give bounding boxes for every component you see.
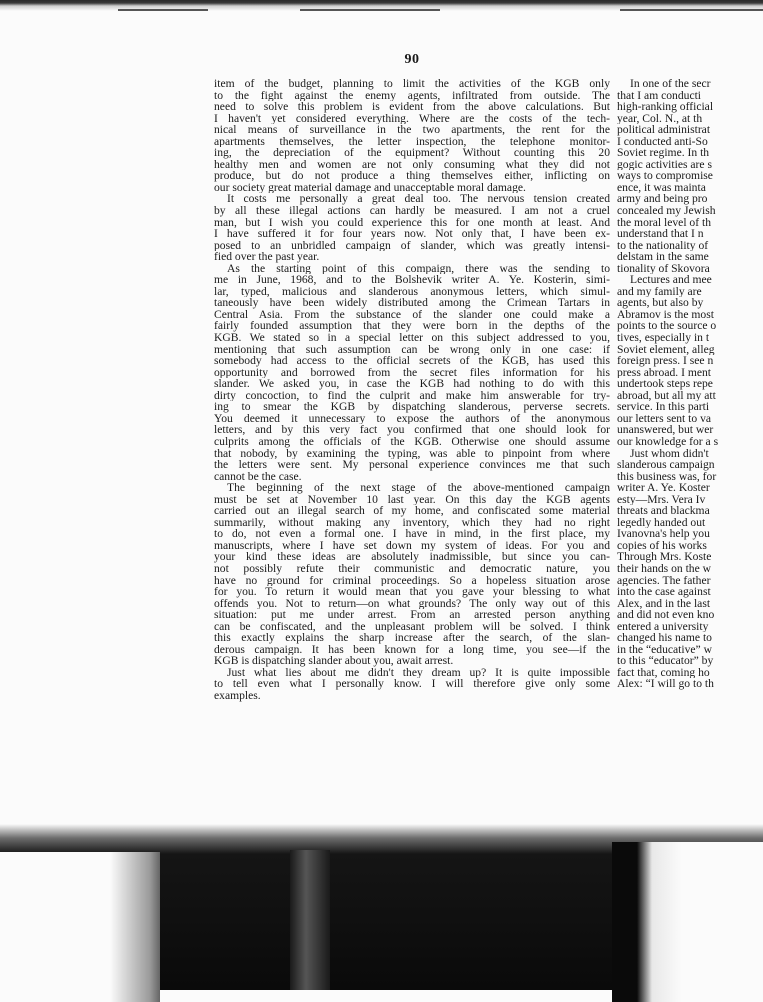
text-line: army and being pro [617, 193, 708, 206]
scan-artifact [620, 9, 763, 11]
text-line: into the case against [617, 586, 711, 598]
text-line: You deemed it unnecessary to expose the authors of the anonymous [214, 412, 610, 425]
text-line: KGB. We stated so in a special letter on this subject addressed to you, [214, 332, 610, 344]
text-line: abroad, but all my att [617, 389, 716, 402]
text-line: points to the source o [617, 320, 717, 333]
text-line: somebody had access to the official secrets of the KGB, has used this [214, 355, 610, 367]
text-line: to the fight against the enemy agents, infiltrated from outside. The [214, 89, 610, 102]
text-line: It costs me personally a great deal too. The nervous tension created [227, 193, 610, 206]
text-line: man, but I wish you could experience this for one month at least. And [214, 216, 610, 229]
text-line: for you. To return it would mean that you gave your blessing to what [214, 586, 610, 598]
text-line: In one of the secr [630, 78, 711, 90]
text-line: Central Asia. From the substance of the slander one could make a [214, 308, 610, 321]
text-line: Just whom didn't [630, 447, 709, 460]
text-line: summarily, without making any inventory, which they had no right [214, 516, 610, 529]
text-line: to the nationality of [617, 239, 709, 252]
text-line: I have suffered it for four years now. Not only that, I have been ex- [214, 228, 610, 240]
text-line: this exactly explains the sharp increase after the search, of the slan- [214, 632, 610, 644]
text-line: changed his name to [617, 632, 712, 644]
text-line: fairly founded assumption that they were born in the depths of the [214, 320, 610, 333]
scan-artifact [118, 9, 208, 11]
text-line: esty—Mrs. Vera Iv [617, 493, 706, 506]
text-line: me in June, 1968, and to the Bolshevik writer A. Ye. Kosterin, simi- [214, 274, 610, 286]
text-line: and did not even kno [617, 609, 715, 621]
text-line: apartments themselves, the letter inspection, the telephone monitor- [214, 135, 610, 148]
text-line: must be set at November 10 last year. On this day the KGB agents [214, 493, 610, 506]
text-line: opportunity and borrowed from the secret files information for his [214, 366, 610, 379]
text-line: in the “educative” w [617, 643, 712, 656]
text-line: offends you. Not to return—on what grounds? The only way out of this [214, 597, 610, 610]
text-line: undertook steps repe [617, 378, 713, 390]
text-line: I haven't yet considered everything. Where are the costs of the tech- [214, 112, 610, 125]
left-text-column [214, 78, 610, 702]
scan-artifact [0, 852, 160, 1002]
scan-artifact [300, 9, 440, 11]
text-line: Through Mrs. Koste [617, 551, 712, 563]
scan-dark-margin [0, 812, 763, 990]
text-line: to this “educator” by [617, 655, 714, 667]
text-line: foreign press. I see n [617, 355, 714, 367]
text-line: ing to smear the KGB by dispatching slanderous, perverse secrets. [214, 401, 610, 413]
text-line: letters, and by this very fact you confirmed that one should look for [214, 424, 610, 436]
text-line: I conducted anti-So [617, 135, 708, 148]
text-line: Ivanovna's help you [617, 528, 710, 540]
text-line: item of the budget, planning to limit the activities of the KGB only [214, 78, 610, 90]
text-line: your kind these ideas are absolutely inadmissible, but since you can- [214, 551, 610, 563]
text-line: culprits among the officials of the KGB. Otherwise one should assume [214, 435, 610, 448]
scan-artifact [290, 850, 330, 990]
text-line: our knowledge for a s [617, 435, 719, 448]
text-line: and my family are [617, 285, 702, 298]
text-line: ing, the depreciation of the equipment? Without counting this 20 [214, 147, 610, 159]
text-line: service. In this parti [617, 401, 710, 413]
text-line: agencies. The father [617, 574, 711, 587]
text-line: taneously have been widely distributed among the Crimean Tartars in [214, 297, 610, 309]
text-line: tives, especially in t [617, 332, 710, 344]
text-line: the letters were sent. My personal experience convinces me that such [214, 459, 610, 471]
text-line: nical means of surveillance in the two apartments, the rent for the [214, 124, 610, 136]
text-line: examples. [214, 689, 261, 702]
text-line: high-ranking official [617, 101, 714, 113]
text-line: mentioning that such assumption can be wrong only in one case: if [214, 343, 610, 356]
text-line: derous campaign. It has been known for a long time, you see—if the [214, 643, 610, 656]
text-line: need to solve this problem is evident from the above calculations. But [214, 101, 610, 113]
text-line: the moral level of th [617, 216, 712, 229]
text-line: ways to compromise [617, 170, 713, 182]
text-line: have no ground for criminal proceedings. So a hopeless situation arose [214, 574, 610, 587]
text-line: manuscripts, where I have set down my system of ideas. For you and [214, 539, 610, 552]
page-number: 90 [404, 52, 420, 67]
text-line: threats and blackma [617, 505, 710, 517]
text-line: Alex: “I will go to th [617, 678, 714, 690]
text-line: Abramov is the most [617, 308, 714, 321]
right-text-column-cropped [617, 78, 763, 690]
text-line: lar, typed, malicious and slanderous anonymous letters, which simul- [214, 285, 610, 298]
text-line: unanswered, but wer [617, 424, 714, 436]
scan-artifact [612, 842, 763, 1002]
text-line: by all these illegal actions can hardly be measured. I am not a cruel [214, 205, 610, 217]
text-line: situation: put me under arrest. From an arrested person anything [214, 609, 610, 621]
text-line: to do, not even a formal one. I have in mind, in the first place, my [214, 528, 610, 540]
text-line: Alex, and in the last [617, 597, 711, 610]
text-line: entered a university [617, 620, 709, 633]
text-line: political administrat [617, 124, 711, 136]
text-line: gogic activities are s [617, 158, 712, 171]
text-line: that I am conducti [617, 89, 702, 102]
text-line: agents, but also by [617, 297, 704, 309]
text-line: KGB is dispatching slander about you, await arrest. [214, 655, 454, 667]
text-line: our letters sent to va [617, 412, 712, 425]
text-line: ence, it was mainta [617, 181, 706, 194]
text-line: legedly handed out [617, 516, 706, 529]
text-line: to tell even what I personally know. I will therefore give only some [214, 678, 610, 690]
text-line: Soviet element, alleg [617, 343, 715, 356]
text-line: produce, but do not produce a thing themselves either, inflicting on [214, 170, 610, 182]
text-line: year, Col. N., at th [617, 112, 703, 125]
text-line: tionality of Skovora [617, 262, 710, 275]
text-line: writer A. Ye. Koster [617, 482, 710, 494]
text-line: As the starting point of this compaign, there was the sending to [227, 262, 610, 275]
text-line: posed to an unbridled campaign of slander, which was greatly intensi- [214, 239, 610, 252]
text-line: dirty concoction, to find the culprit and make him answerable for try- [214, 389, 610, 402]
text-line: Lectures and mee [630, 274, 712, 286]
text-line: cannot be the case. [214, 470, 302, 483]
text-line: can be confiscated, and the unpleasant problem will be solved. I think [214, 620, 610, 633]
text-line: copies of his works [617, 539, 707, 552]
text-line: slanderous campaign [617, 459, 715, 471]
text-line: delstam in the same [617, 251, 709, 263]
text-line: press abroad. I ment [617, 366, 712, 379]
text-line: our society great material damage and unacceptable moral damage. [214, 181, 526, 194]
text-line: that nobody, by examining the typing, was able to pinpoint from where [214, 447, 610, 460]
text-line: this business was, for [617, 470, 717, 483]
text-line: The beginning of the next stage of the above-mentioned campaign [227, 482, 610, 494]
text-line: fied over the past year. [214, 251, 320, 263]
text-line: healthy men and women are not only consuming what they did not [214, 158, 610, 171]
text-line: carried out an illegal search of my home, and confiscated some material [214, 505, 610, 517]
text-line: Soviet regime. In th [617, 147, 710, 159]
text-line: fact that, coming ho [617, 666, 710, 679]
text-line: their hands on the w [617, 562, 712, 575]
text-line: not possibly refute their communistic and democratic nature, you [214, 562, 610, 575]
text-line: Just what lies about me didn't they dream up? It is quite impossible [227, 666, 610, 679]
text-line: understand that I n [617, 228, 704, 240]
scan-top-edge [0, 0, 763, 12]
text-line: concealed my Jewish [617, 205, 716, 217]
text-line: slander. We asked you, in case the KGB had nothing to do with this [214, 378, 610, 390]
